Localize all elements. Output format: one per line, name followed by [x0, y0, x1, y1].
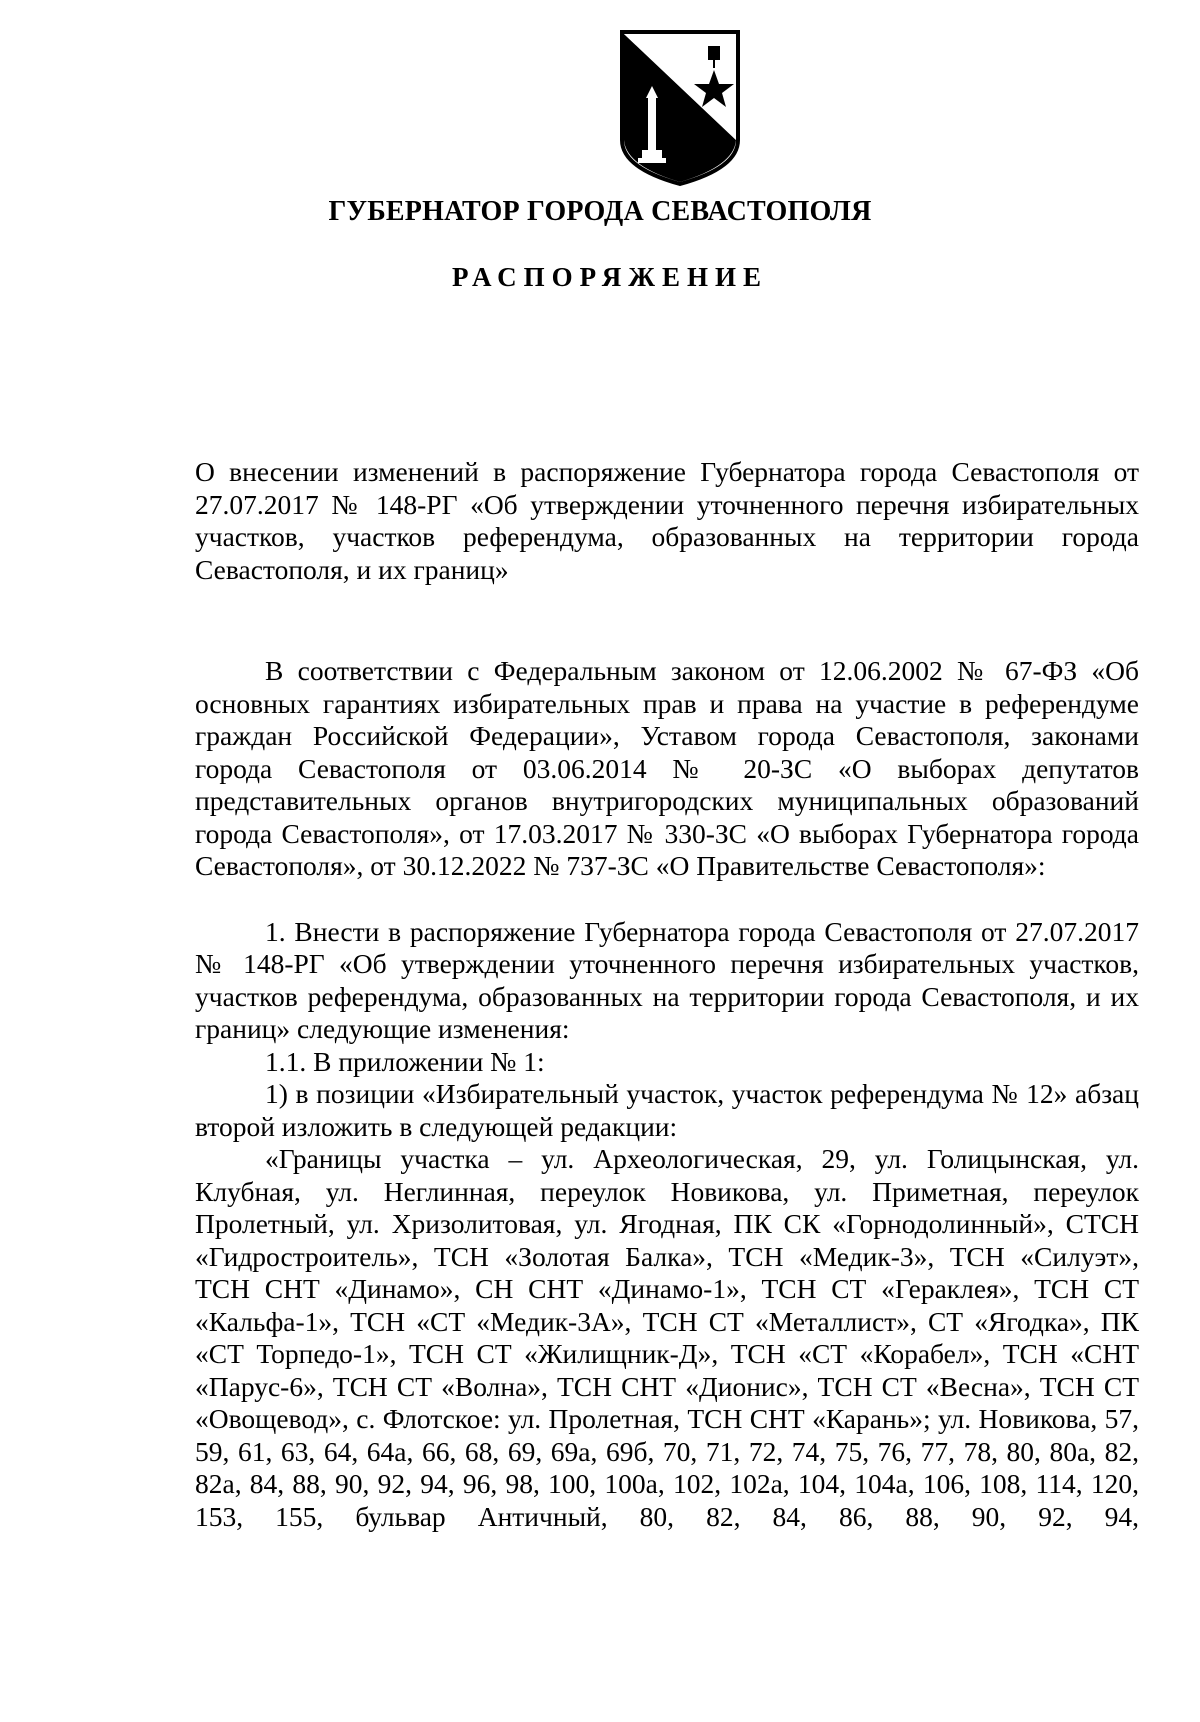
- item-1-1-1-paragraph: 1) в позиции «Избирательный участок, участок референдума № 12» абзац второй изложить в следующей редакции:: [195, 1078, 1139, 1142]
- document-body: [195, 655, 1139, 1533]
- preamble-paragraph: В соответствии с Федеральным законом от 12.06.2002 № 67-ФЗ «Об основных гарантиях избирательных прав и права на участие в референдуме граждан Российской Федерации», Уставом города Севастополя, законами города Севастополя от 03.06.2014 № 20-ЗС «О выборах депутатов представительных органов внутригородских муниципальных образований города Севастополя», от 17.03.2017 № 330-ЗС «О выборах Губернатора города Севастополя», от 30.12.2022 № 737-ЗС «О Правительстве Севастополя»:: [195, 655, 1139, 881]
- item-1-paragraph: 1. Внести в распоряжение Губернатора города Севастополя от 27.07.2017 № 148-РГ «Об утверждении уточненного перечня избирательных участков, участков референдума, образованных на территории города Севастополя, и их границ» следующие изменения:: [195, 915, 1139, 1044]
- coat-of-arms-icon: [618, 28, 742, 188]
- boundaries-paragraph: «Границы участка – ул. Археологическая, 29, ул. Голицынская, ул. Клубная, ул. Неглинная, переулок Новикова, ул. Приметная, переулок Пролетный, ул. Хризолитовая, ул. Ягодная, ПК СК «Горнодолинный», СТСН «Гидростроитель», ТСН «Золотая Балка», ТСН «Медик-3», ТСН «Силуэт», ТСН СНТ «Динамо», СН СНТ «Динамо-1», ТСН СТ «Гераклея», ТСН СТ «Кальфа-1», ТСН «СТ «Медик-3А», ТСН СТ «Металлист», СТ «Ягодка», ПК «СТ Торпедо-1», ТСН СТ «Жилищник-Д», ТСН «СТ «Корабел», ТСН «СНТ «Парус-6», ТСН СТ «Волна», ТСН СНТ «Дионис», ТСН СТ «Весна», ТСН СТ «Овощевод», с. Флотское: ул. Пролетная, ТСН СНТ «Карань»; ул. Новикова, 57, 59, 61, 63, 64, 64а, 66, 68, 69, 69а, 69б, 70, 71, 72, 74, 75, 76, 77, 78, 80, 80а, 82, 82а, 84, 88, 90, 92, 94, 96, 98, 100, 100а, 102, 102а, 104, 104а, 106, 108, 114, 120, 153, 155, бульвар Античный, 80, 82, 84, 86, 88, 90, 92, 94,: [195, 1143, 1139, 1532]
- issuing-authority: ГУБЕРНАТОР ГОРОДА СЕВАСТОПОЛЯ: [328, 196, 872, 227]
- document-type: РАСПОРЯЖЕНИЕ: [451, 262, 769, 292]
- document-subject: О внесении изменений в распоряжение Губернатора города Севастополя от 27.07.2017 № 148-РГ «Об утверждении уточненного перечня избирательных участков, участков референдума, образованных на территории города Севастополя, и их границ»: [195, 456, 1139, 585]
- item-1-1-paragraph: 1.1. В приложении № 1:: [265, 1045, 545, 1077]
